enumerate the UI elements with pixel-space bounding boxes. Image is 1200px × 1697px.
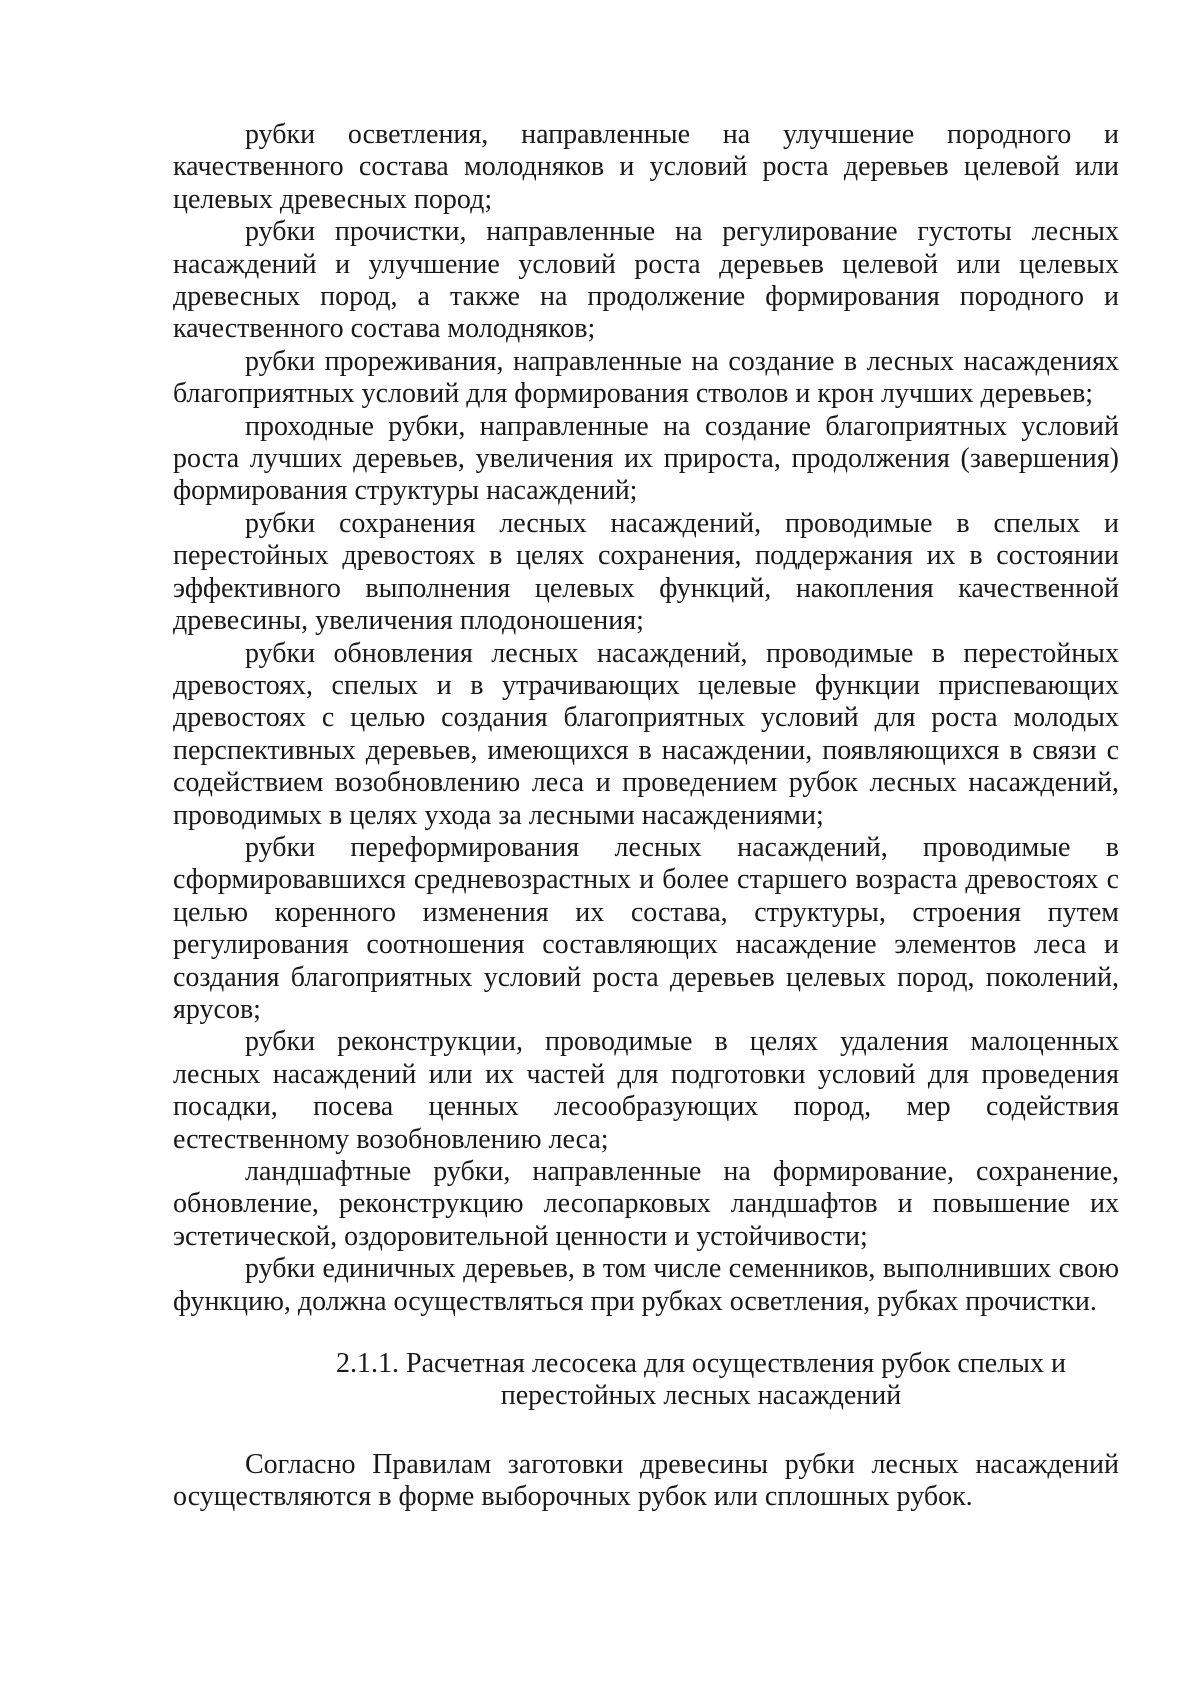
paragraph-thinning-cuts: рубки прореживания, направленные на создание в лесных насаждениях благоприятных условий для формирования стволов и крон лучших деревьев; (173, 345, 1119, 410)
paragraph-landscape-cuts: ландшафтные рубки, направленные на формирование, сохранение, обновление, реконструкцию лесопарковых ландшафтов и повышение их эстетической, оздоровительной ценности и устойчивости; (173, 1156, 1119, 1252)
section-heading-line-2: перестойных лесных насаждений (500, 1380, 902, 1412)
paragraph-single-tree-cuts: рубки единичных деревьев, в том числе семенников, выполнивших свою функцию, должна осуществляться при рубках осветления, рубках прочистки. (173, 1253, 1119, 1317)
paragraph-clearing-cuts: рубки осветления, направленные на улучшение породного и качественного состава молодняков и условий роста деревьев целевой или целевых древесных пород; (173, 119, 1119, 215)
paragraph-preservation-cuts: рубки сохранения лесных насаждений, проводимые в спелых и перестойных древостоях в целях сохранения, поддержания их в состоянии эффективного выполнения целевых функций, накопления качественной древесины, увеличения плодоношения; (173, 507, 1119, 637)
paragraph-renewal-cuts: рубки обновления лесных насаждений, проводимые в перестойных древостоях, спелых и в утрачивающих целевые функции приспевающих древостоях с целью создания благоприятных условий для роста молодых перспективных деревьев, имеющихся в насаждении, появляющихся в связи с содействием возобновлению леса и проведением рубок лесных насаждений, проводимых в целях ухода за лесными насаждениями; (173, 637, 1119, 831)
paragraph-reconstruction-cuts: рубки реконструкции, проводимые в целях удаления малоценных лесных насаждений или их частей для подготовки условий для проведения посадки, посева ценных лесообразующих пород, мер содействия естественному возобновлению леса; (173, 1026, 1119, 1155)
section-heading-line-1: 2.1.1. Расчетная лесосека для осуществления рубок спелых и (336, 1348, 1066, 1380)
page-body (173, 119, 1119, 1514)
paragraph-cleaning-cuts: рубки прочистки, направленные на регулирование густоты лесных насаждений и улучшение условий роста деревьев целевой или целевых древесных пород, а также на продолжение формирования породного и качественного состава молодняков; (173, 216, 1119, 345)
section-heading (173, 1348, 1119, 1413)
paragraph-reformation-cuts: рубки переформирования лесных насаждений, проводимые в сформировавшихся средневозрастных и более старшего возраста древостоях с целью коренного изменения их состава, структуры, строения путем регулирования соотношения составляющих насаждение элементов леса и создания благоприятных условий роста деревьев целевых пород, поколений, ярусов; (173, 831, 1119, 1025)
paragraph-passing-cuts: проходные рубки, направленные на создание благоприятных условий роста лучших деревьев, увеличения их прироста, продолжения (завершения) формирования структуры насаждений; (173, 410, 1119, 507)
paragraph-harvesting-rules: Согласно Правилам заготовки древесины рубки лесных насаждений осуществляются в форме выборочных рубок или сплошных рубок. (173, 1448, 1119, 1513)
